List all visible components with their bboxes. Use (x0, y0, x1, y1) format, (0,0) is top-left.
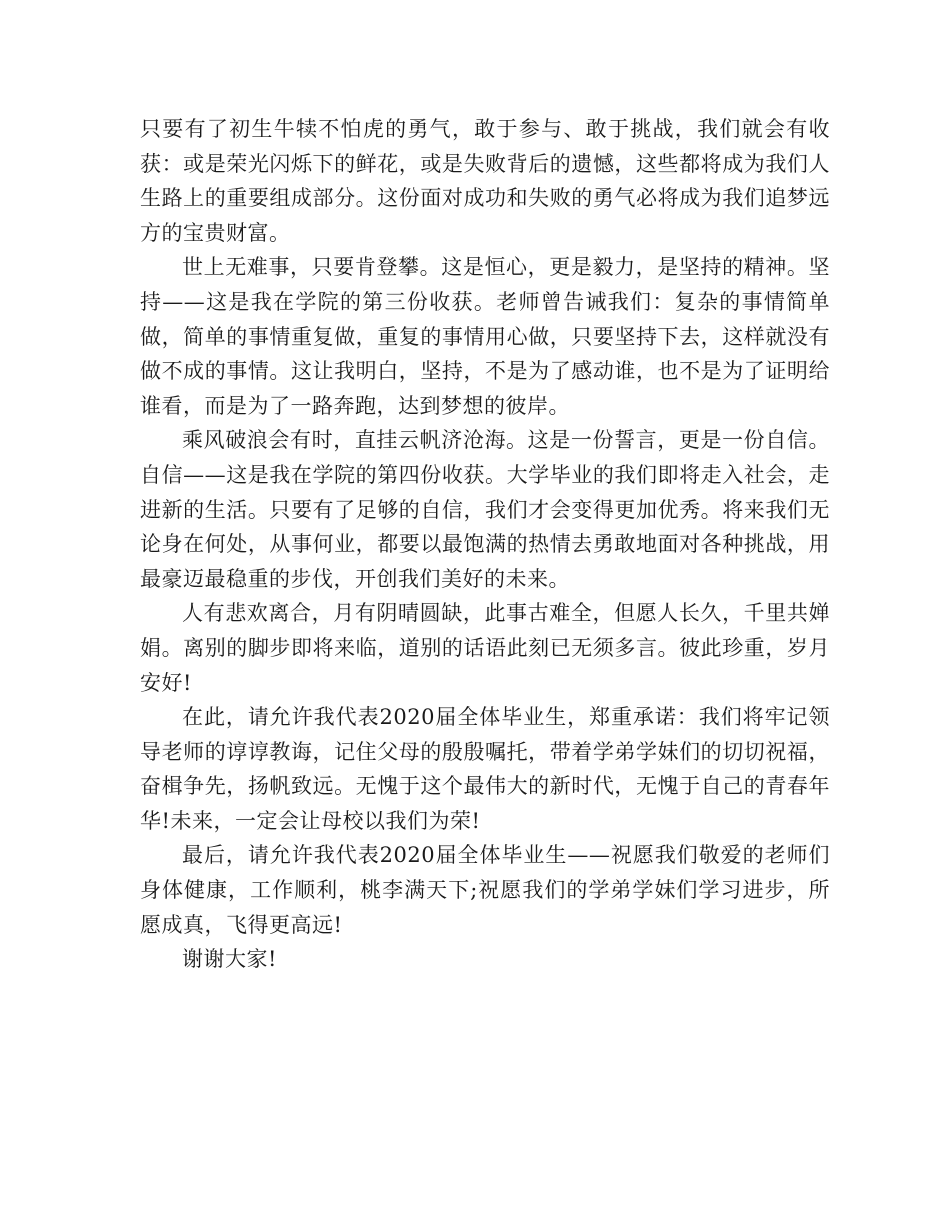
paragraph-thanks: 谢谢大家! (182, 947, 277, 972)
paragraph-persistence: 世上无难事，只要肯登攀。这是恒心，更是毅力，是坚持的精神。坚持——这是我在学院的第三份收获。老师曾告诫我们：复杂的事情简单做，简单的事情重复做，重复的事情用心做，只要坚持下去，这样就没有做不成的事情。这让我明白，坚持，不是为了感动谁，也不是为了证明给谁看，而是为了一路奔跑，达到梦想的彼岸。 (140, 255, 830, 418)
paragraph-farewell: 人有悲欢离合，月有阴晴圆缺，此事古难全，但愿人长久，千里共婵娟。离别的脚步即将来临，道别的话语此刻已无须多言。彼此珍重，岁月安好! (140, 601, 830, 695)
paragraph-wishes: 最后，请允许我代表2020届全体毕业生——祝愿我们敬爱的老师们身体健康，工作顺利，桃李满天下;祝愿我们的学弟学妹们学习进步，所愿成真，飞得更高远! (140, 843, 830, 937)
paragraph-courage: 只要有了初生牛犊不怕虎的勇气，敢于参与、敢于挑战，我们就会有收获：或是荣光闪烁下的鲜花，或是失败背后的遗憾，这些都将成为我们人生路上的重要组成部分。这份面对成功和失败的勇气必将成为我们追梦远方的宝贵财富。 (140, 117, 830, 245)
document-body (140, 112, 830, 977)
paragraph-promise: 在此，请允许我代表2020届全体毕业生，郑重承诺：我们将牢记领导老师的谆谆教诲，记住父母的殷殷嘱托，带着学弟学妹们的切切祝福，奋楫争先，扬帆致远。无愧于这个最伟大的新时代，无愧于自己的青春年华!未来，一定会让母校以我们为荣! (140, 705, 830, 833)
paragraph-confidence: 乘风破浪会有时，直挂云帆济沧海。这是一份誓言，更是一份自信。自信——这是我在学院的第四份收获。大学毕业的我们即将走入社会，走进新的生活。只要有了足够的自信，我们才会变得更加优秀。将来我们无论身在何处，从事何业，都要以最饱满的热情去勇敢地面对各种挑战，用最豪迈最稳重的步伐，开创我们美好的未来。 (140, 428, 830, 591)
